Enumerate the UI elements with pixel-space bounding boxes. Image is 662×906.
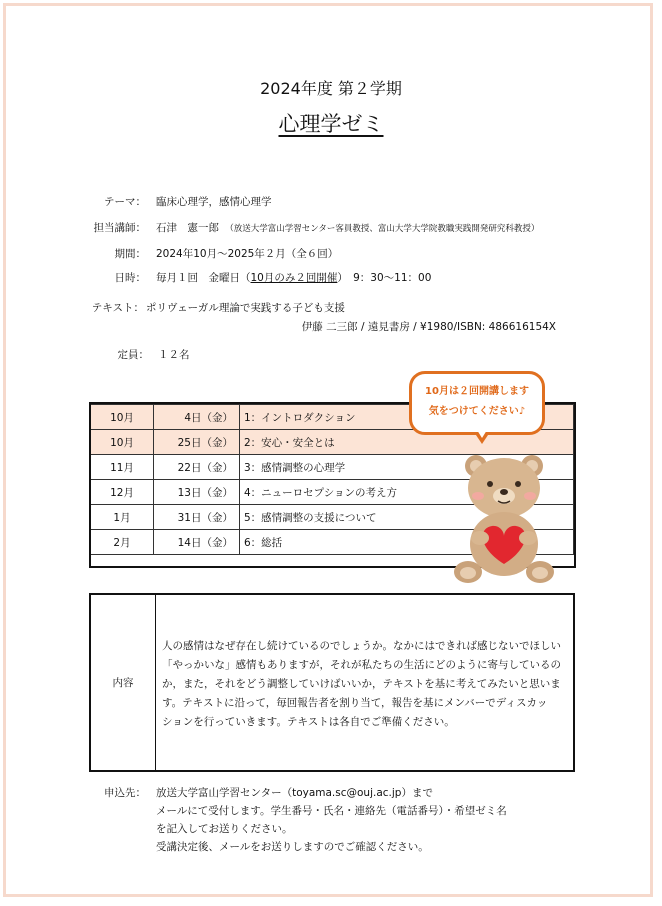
content-line: す。テキストに沿って，毎回報告者を割り当て，報告を基にメンバーでディスカッ [162, 697, 548, 709]
content-box [89, 593, 575, 772]
bubble-tail-inner [477, 430, 487, 438]
schedule-topic: 1：イントロダクション [240, 405, 574, 430]
schedule-month: 10月 [91, 430, 154, 455]
instructor-label: 担当講師： [93, 222, 146, 234]
instructor-name: 石津 憲一郎 [156, 222, 219, 234]
theme-value: 臨床心理学，感情心理学 [156, 196, 272, 208]
theme-label: テーマ： [104, 196, 146, 208]
schedule-month: 12月 [91, 480, 154, 505]
apply-line: 受講決定後、メールをお送りしますのでご確認ください。 [156, 841, 429, 853]
schedule-topic: 5：感情調整の支援について [240, 505, 574, 530]
schedule-topic: 6：総括 [240, 530, 574, 555]
schedule-month: 11月 [91, 455, 154, 480]
schedule-day: 22日（金） [154, 455, 240, 480]
content-line: 人の感情はなぜ存在し続けているのでしょうか。なかにはできれば感じないでほしい [162, 640, 561, 652]
title-text: 心理学ゼミ [278, 112, 384, 136]
content-line: か，また，それをどう調整していけばいいか，テキストを基に考えてみたいと思いま [162, 678, 561, 690]
text-label: テキスト： [91, 302, 144, 314]
speech-bubble [409, 371, 545, 435]
content-label: 内容 [91, 595, 156, 770]
bubble-line-1: 10月は２回開講します [425, 386, 529, 397]
content-line: ションを行っていきます。テキストは各自でご準備ください。 [162, 716, 455, 728]
schedule-topic: 4：ニューロセプションの考え方 [240, 480, 574, 505]
datetime-value [156, 270, 431, 285]
schedule-day: 13日（金） [154, 480, 240, 505]
text-author: 伊藤 二三郎 / 遠見書房 / ¥1980/ISBN: 486616154X [301, 321, 556, 333]
schedule-topic: 2：安心・安全とは [240, 430, 574, 455]
apply-line: を記入してお送りください。 [156, 823, 293, 835]
term-heading: 2024年度 第２学期 [260, 79, 402, 98]
schedule-day: 4日（金） [154, 405, 240, 430]
datetime-pre: 毎月１回 金曜日（ [156, 272, 251, 284]
teddy-bear-icon [448, 452, 560, 588]
schedule-topic: 3：感情調整の心理学 [240, 455, 574, 480]
schedule-day: 14日（金） [154, 530, 240, 555]
content-body [156, 595, 573, 770]
apply-label: 申込先： [104, 787, 146, 799]
instructor-value [156, 220, 539, 235]
apply-line: 放送大学富山学習センター（toyama.sc@ouj.ac.jp）まで [156, 787, 433, 799]
text-title: ポリヴェーガル理論で実践する子ども支援 [146, 302, 345, 314]
page-title [0, 108, 662, 138]
content-line: 「やっかいな」感情もありますが，それが私たちの生活にどのように寄与しているの [162, 659, 561, 671]
schedule-month: 1月 [91, 505, 154, 530]
bubble-line-2: 気をつけてください♪ [428, 406, 526, 417]
schedule-day: 25日（金） [154, 430, 240, 455]
capacity-label: 定員： [117, 349, 149, 361]
apply-line: メールにて受付します。学生番号・氏名・連絡先（電話番号）・希望ゼミ名 [156, 805, 507, 817]
datetime-label: 日時： [114, 272, 146, 284]
schedule-month: 10月 [91, 405, 154, 430]
period-value: 2024年10月～2025年２月（全６回） [156, 248, 339, 260]
datetime-post: ） 9：30～11：00 [337, 272, 432, 284]
apply-body [156, 784, 576, 856]
period-label: 期間： [114, 248, 146, 260]
instructor-note: （放送大学富山学習センター客員教授、富山大学大学院教職実践開発研究科教授） [229, 224, 540, 234]
schedule-day: 31日（金） [154, 505, 240, 530]
capacity-value: １２名 [158, 349, 190, 361]
datetime-underlined: 10月のみ２回開催 [250, 272, 338, 284]
schedule-month: 2月 [91, 530, 154, 555]
